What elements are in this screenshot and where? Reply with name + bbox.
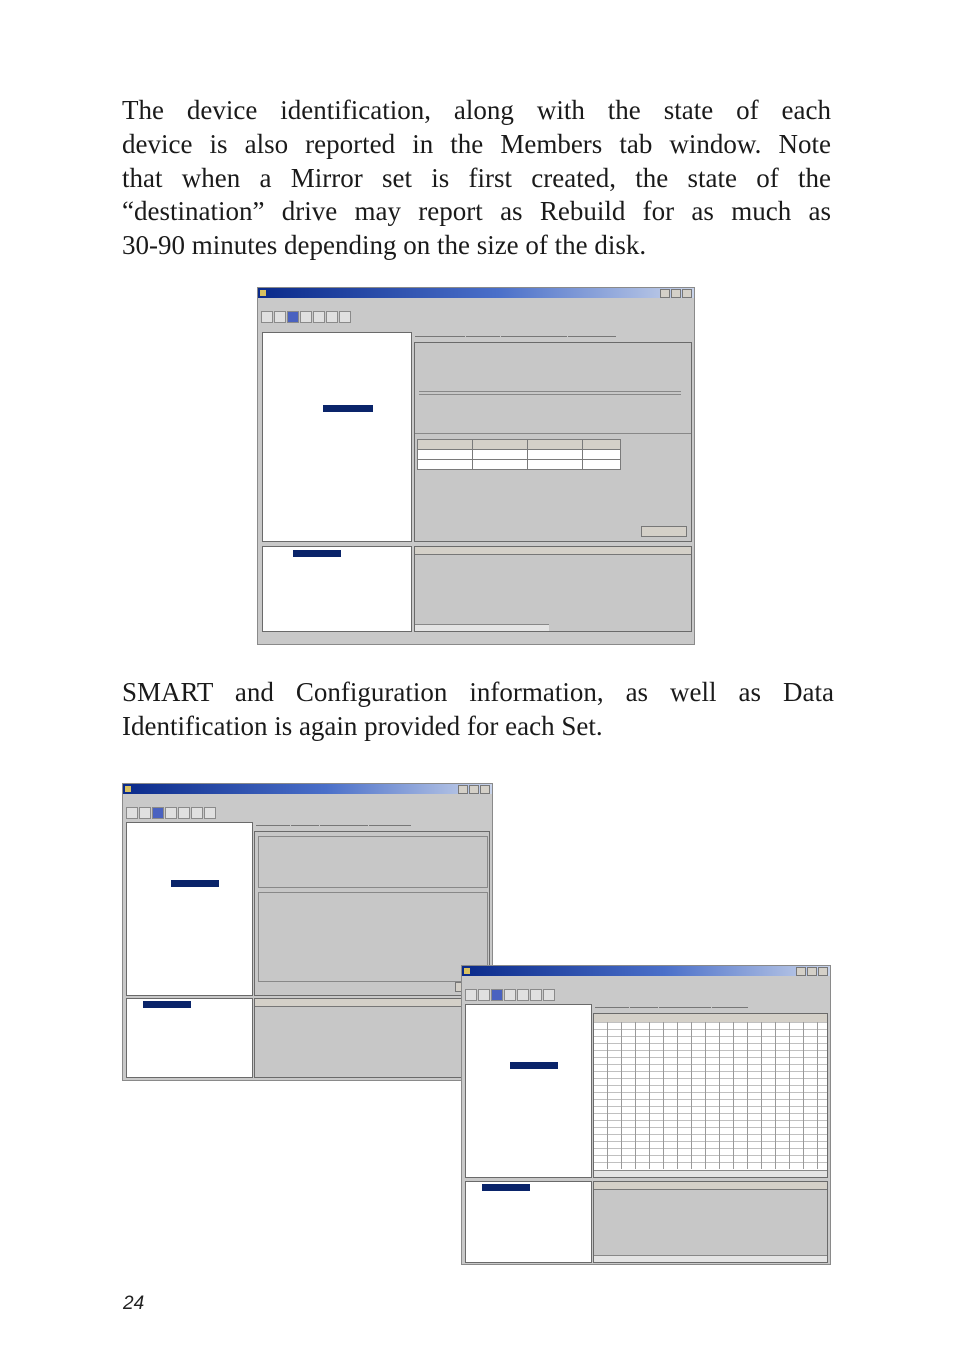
toolbar xyxy=(261,311,352,323)
save-icon xyxy=(313,311,325,323)
selected-tree-item xyxy=(293,550,341,557)
refresh-icon xyxy=(126,807,138,819)
smart-panel xyxy=(254,831,490,996)
event-viewer-tree xyxy=(262,546,412,632)
device-tree-pane xyxy=(465,1004,592,1178)
toolbar xyxy=(465,989,556,1001)
window-controls xyxy=(795,967,828,978)
paragraph-line: device is also reported in the Members tab window. Note xyxy=(122,128,831,159)
image-icon xyxy=(165,807,177,819)
tab xyxy=(659,1007,711,1008)
tab xyxy=(595,1007,629,1008)
smart-information-group xyxy=(258,836,488,888)
window-title-bar xyxy=(462,966,830,976)
members-panel xyxy=(414,342,692,542)
remove-button xyxy=(641,526,687,537)
paragraph-line: SMART and Configuration information, as well as Data xyxy=(122,677,834,707)
close-icon xyxy=(818,967,828,976)
page-number: 24 xyxy=(123,1293,145,1314)
save-icon xyxy=(517,989,529,1001)
horizontal-scrollbar xyxy=(594,1255,827,1262)
arrow-icon xyxy=(204,807,216,819)
toolbar xyxy=(126,807,217,819)
selected-tree-item xyxy=(323,405,373,412)
tab-strip xyxy=(595,1004,749,1012)
paragraph-line: The device identification, along with the state of each xyxy=(122,95,831,125)
add-icon xyxy=(478,989,490,1001)
members-table xyxy=(417,439,621,470)
close-icon xyxy=(682,289,692,298)
add-icon xyxy=(274,311,286,323)
event-list-pane xyxy=(254,998,490,1078)
window-controls xyxy=(659,289,692,300)
event-list-pane xyxy=(593,1181,828,1263)
tab xyxy=(256,825,290,826)
tab xyxy=(415,336,465,337)
selected-tree-item xyxy=(482,1184,530,1191)
copy-icon xyxy=(530,989,542,1001)
tab-strip xyxy=(256,822,412,830)
play-icon xyxy=(287,311,299,323)
tab xyxy=(501,336,567,337)
copy-icon xyxy=(326,311,338,323)
tab xyxy=(568,336,616,337)
event-viewer-tree xyxy=(465,1181,592,1263)
tab-active xyxy=(320,825,368,826)
column-header xyxy=(255,999,489,1007)
refresh-icon xyxy=(465,989,477,1001)
screenshot-smart-configuration xyxy=(122,783,493,1081)
selected-tree-item xyxy=(143,1001,191,1008)
minimize-icon xyxy=(458,785,468,794)
tab xyxy=(369,825,411,826)
app-icon xyxy=(260,290,266,296)
screenshot-identify-data xyxy=(461,965,831,1265)
paragraph-smart-configuration xyxy=(122,676,834,744)
selected-tree-item xyxy=(171,880,219,887)
paragraph-members-tab xyxy=(122,94,831,263)
close-icon xyxy=(480,785,490,794)
window-title-bar xyxy=(258,288,694,298)
paragraph-line: that when a Mirror set is first created, the state of the xyxy=(122,162,831,193)
paragraph-line: 30-90 minutes depending on the size of the disk. xyxy=(122,230,647,261)
image-icon xyxy=(504,989,516,1001)
divider xyxy=(415,433,691,434)
play-icon xyxy=(152,807,164,819)
column-header xyxy=(415,547,691,555)
add-icon xyxy=(139,807,151,819)
maximize-icon xyxy=(469,785,479,794)
device-tree-pane xyxy=(126,822,253,996)
event-list-pane xyxy=(414,546,692,632)
maximize-icon xyxy=(671,289,681,298)
arrow-icon xyxy=(339,311,351,323)
window-title-bar xyxy=(123,784,492,794)
minimize-icon xyxy=(660,289,670,298)
app-icon xyxy=(464,968,470,974)
maximize-icon xyxy=(807,967,817,976)
minimize-icon xyxy=(796,967,806,976)
window-controls xyxy=(457,785,490,796)
horizontal-scrollbar xyxy=(594,1170,827,1177)
tab-strip xyxy=(415,333,617,341)
arrow-icon xyxy=(543,989,555,1001)
column-header xyxy=(594,1182,827,1190)
hex-data-cells xyxy=(594,1022,827,1169)
horizontal-scrollbar xyxy=(415,624,549,631)
save-icon xyxy=(178,807,190,819)
hot-spare-group xyxy=(258,892,488,982)
device-tree-pane xyxy=(262,332,412,542)
paragraph-line: “destination” drive may report as Rebuild for as much as xyxy=(122,196,831,227)
tab-active xyxy=(712,1007,748,1008)
screenshot-members-tab xyxy=(257,287,695,645)
play-icon xyxy=(491,989,503,1001)
image-icon xyxy=(300,311,312,323)
event-viewer-tree xyxy=(126,998,253,1078)
paragraph-line: Identification is again provided for each Set. xyxy=(122,710,603,741)
refresh-icon xyxy=(261,311,273,323)
selected-tree-item xyxy=(510,1062,558,1069)
tab xyxy=(630,1007,658,1008)
app-icon xyxy=(125,786,131,792)
tab-active xyxy=(466,336,500,337)
tab xyxy=(291,825,319,826)
help-text-area xyxy=(419,391,681,395)
copy-icon xyxy=(191,807,203,819)
identify-data-grid xyxy=(593,1013,828,1178)
